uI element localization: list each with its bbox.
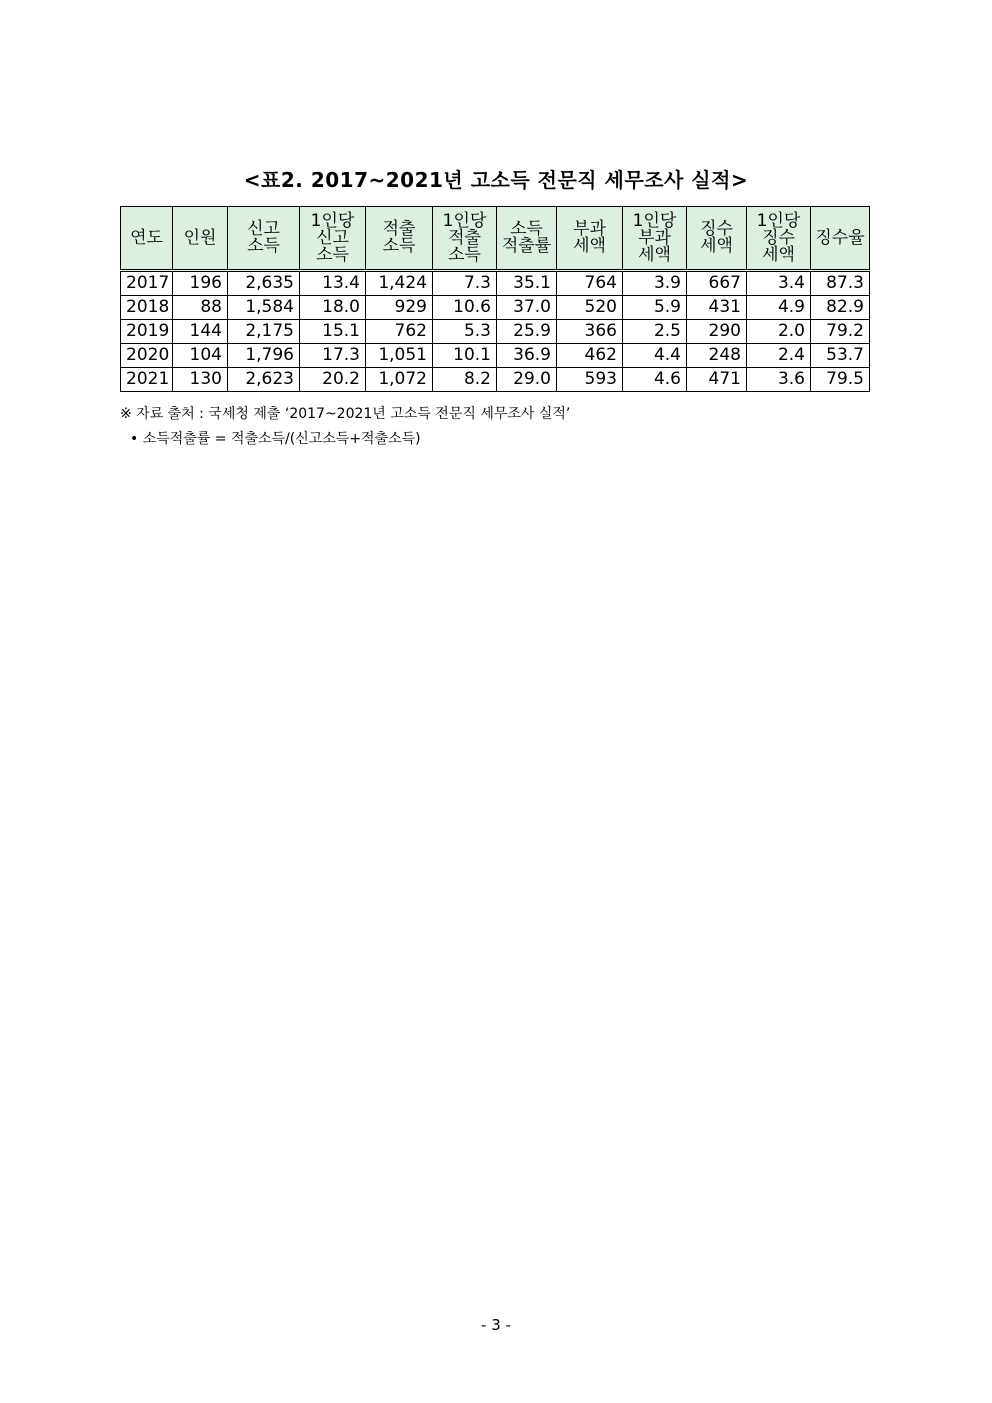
table-cell: 248	[687, 344, 747, 368]
table-row	[121, 320, 870, 344]
table-cell: 25.9	[497, 320, 557, 344]
page-number: - 3 -	[481, 1316, 511, 1334]
table-cell: 1,796	[228, 344, 300, 368]
table-cell: 2018	[121, 296, 173, 320]
header-cell: 인원	[173, 207, 228, 271]
table-cell: 53.7	[811, 344, 870, 368]
header-cell: 징수율	[811, 207, 870, 271]
header-cell: 1인당 부과 세액	[623, 207, 687, 271]
table-cell: 2019	[121, 320, 173, 344]
table-title: <표2. 2017~2021년 고소득 전문직 세무조사 실적>	[243, 168, 749, 192]
table-cell: 2017	[121, 271, 173, 296]
table-cell: 10.6	[433, 296, 497, 320]
table-header-row	[121, 207, 870, 271]
table-cell: 1,584	[228, 296, 300, 320]
table-row	[121, 271, 870, 296]
header-cell: 1인당 적출 소득	[433, 207, 497, 271]
header-cell: 연도	[121, 207, 173, 271]
table-cell: 82.9	[811, 296, 870, 320]
table-cell: 3.9	[623, 271, 687, 296]
table-cell: 2.4	[747, 344, 811, 368]
table-cell: 764	[557, 271, 623, 296]
table-cell: 79.2	[811, 320, 870, 344]
header-cell: 소득 적출률	[497, 207, 557, 271]
table-cell: 104	[173, 344, 228, 368]
table-row	[121, 344, 870, 368]
header-cell: 1인당 신고 소득	[300, 207, 366, 271]
table-cell: 29.0	[497, 368, 557, 392]
table-notes	[120, 402, 570, 452]
table-cell: 17.3	[300, 344, 366, 368]
table-cell: 2021	[121, 368, 173, 392]
table-cell: 5.9	[623, 296, 687, 320]
table-cell: 366	[557, 320, 623, 344]
table-cell: 1,051	[366, 344, 433, 368]
table-cell: 4.4	[623, 344, 687, 368]
table-cell: 667	[687, 271, 747, 296]
table-cell: 35.1	[497, 271, 557, 296]
table-cell: 87.3	[811, 271, 870, 296]
table-cell: 462	[557, 344, 623, 368]
header-cell: 적출 소득	[366, 207, 433, 271]
formula-note: • 소득적출률 = 적출소득/(신고소득+적출소득)	[130, 431, 421, 447]
header-cell: 1인당 징수 세액	[747, 207, 811, 271]
table-cell: 471	[687, 368, 747, 392]
table-cell: 4.6	[623, 368, 687, 392]
table-cell: 2,175	[228, 320, 300, 344]
table-cell: 20.2	[300, 368, 366, 392]
table-cell: 144	[173, 320, 228, 344]
table-row	[121, 368, 870, 392]
table-cell: 593	[557, 368, 623, 392]
table-cell: 762	[366, 320, 433, 344]
table-cell: 3.4	[747, 271, 811, 296]
table-cell: 15.1	[300, 320, 366, 344]
table-cell: 37.0	[497, 296, 557, 320]
table-cell: 2.0	[747, 320, 811, 344]
header-cell: 신고 소득	[228, 207, 300, 271]
table-cell: 520	[557, 296, 623, 320]
table-cell: 2,635	[228, 271, 300, 296]
table-cell: 88	[173, 296, 228, 320]
table-cell: 13.4	[300, 271, 366, 296]
table-row	[121, 296, 870, 320]
table-cell: 8.2	[433, 368, 497, 392]
header-cell: 부과 세액	[557, 207, 623, 271]
table-cell: 290	[687, 320, 747, 344]
table-cell: 1,424	[366, 271, 433, 296]
table-cell: 7.3	[433, 271, 497, 296]
table-cell: 2,623	[228, 368, 300, 392]
table-cell: 196	[173, 271, 228, 296]
table-cell: 1,072	[366, 368, 433, 392]
table-cell: 4.9	[747, 296, 811, 320]
table-cell: 2020	[121, 344, 173, 368]
table-cell: 5.3	[433, 320, 497, 344]
table-cell: 3.6	[747, 368, 811, 392]
table-cell: 431	[687, 296, 747, 320]
header-cell: 징수 세액	[687, 207, 747, 271]
table-cell: 36.9	[497, 344, 557, 368]
audit-results-table	[120, 206, 870, 392]
table-cell: 79.5	[811, 368, 870, 392]
table-cell: 10.1	[433, 344, 497, 368]
table-cell: 929	[366, 296, 433, 320]
table-cell: 2.5	[623, 320, 687, 344]
table-cell: 130	[173, 368, 228, 392]
source-note: ※ 자료 출처 : 국세청 제출 ‘2017~2021년 고소득 전문직 세무조사 실적’	[120, 406, 571, 422]
table-cell: 18.0	[300, 296, 366, 320]
